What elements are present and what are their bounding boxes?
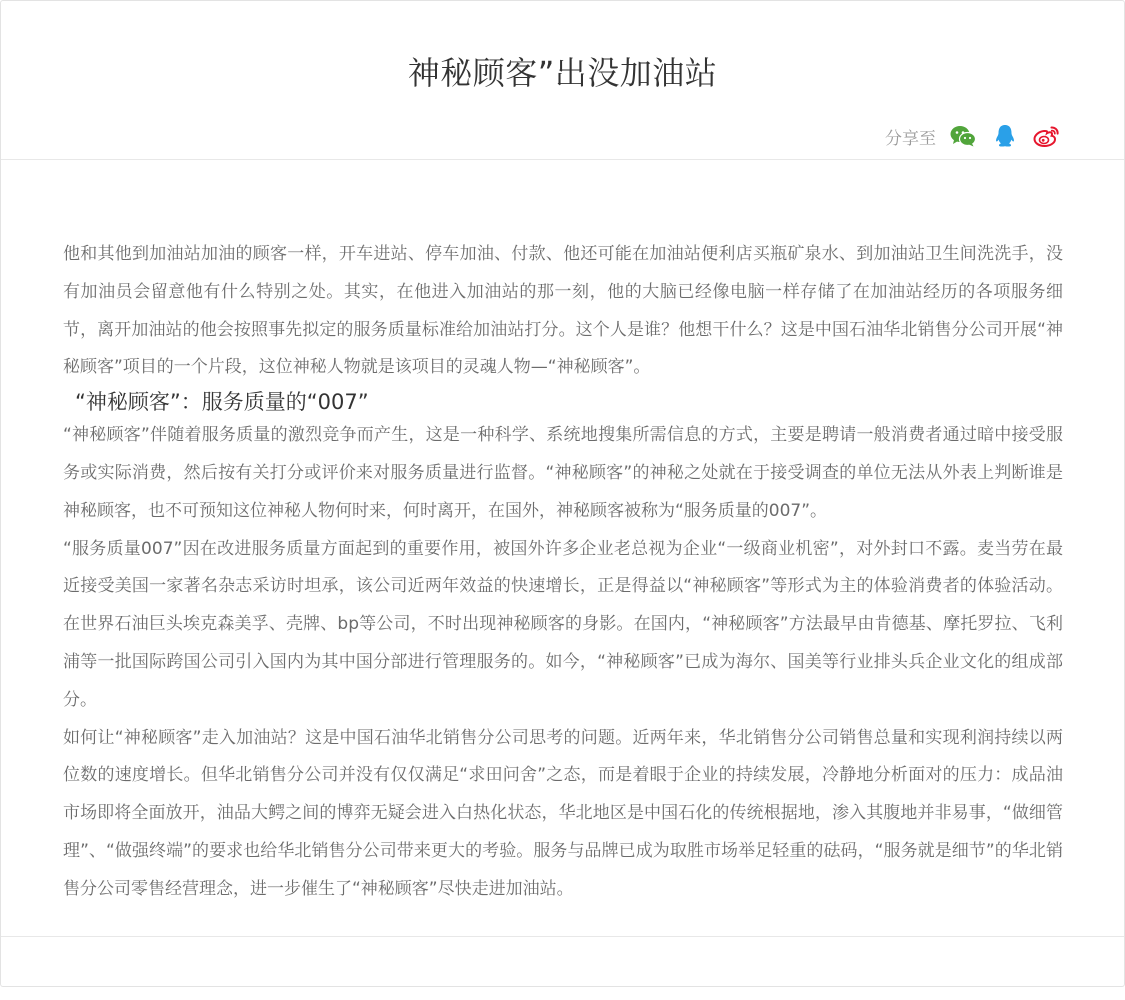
- article-title: 神秘顾客”出没加油站: [407, 54, 718, 92]
- article-paragraph: 他和其他到加油站加油的顾客一样，开车进站、停车加油、付款、他还可能在加油站便利店买瓶矿泉水、到加油站卫生间洗洗手，没有加油员会留意他有什么特别之处。其实，在他进入加油站的那一刻，他的大脑已经像电脑一样存储了在加油站经历的各项服务细节，离开加油站的他会按照事先拟定的服务质量标准给加油站打分。这个人是谁？他想干什么？这是中国石油华北销售分公司开展“神秘顾客”项目的一个片段，这位神秘人物就是该项目的灵魂人物—“神秘顾客”。: [63, 244, 1063, 378]
- share-weibo-button[interactable]: [1032, 121, 1062, 151]
- qq-icon: [995, 124, 1015, 148]
- article-footer: [1, 936, 1124, 987]
- weibo-icon: [1033, 124, 1061, 148]
- article-paragraph: 如何让“神秘顾客”走入加油站？这是中国石油华北销售分公司思考的问题。近两年来，华北销售分公司销售总量和实现利润持续以两位数的速度增长。但华北销售分公司并没有仅仅满足“求田问舍”之态，而是着眼于企业的持续发展，冷静地分析面对的压力：成品油市场即将全面放开，油品大鳄之间的博弈无疑会进入白热化状态，华北地区是中国石化的传统根据地，渗入其腹地并非易事，“做细管理”、“做强终端”的要求也给华北销售分公司带来更大的考验。服务与品牌已成为取胜市场举足轻重的砝码，“服务就是细节”的华北销售分公司零售经营理念，进一步催生了“神秘顾客”尽快走进加油站。: [63, 727, 1063, 899]
- share-bar: [885, 121, 1062, 151]
- share-qq-button[interactable]: [990, 121, 1020, 151]
- section-heading: “神秘顾客”：服务质量的“007”: [75, 390, 369, 415]
- article-paragraph: “神秘顾客”伴随着服务质量的激烈竞争而产生，这是一种科学、系统地搜集所需信息的方式，主要是聘请一般消费者通过暗中接受服务或实际消费，然后按有关打分或评价来对服务质量进行监督。“神秘顾客”的神秘之处就在于接受调查的单位无法从外表上判断谁是神秘顾客，也不可预知这位神秘人物何时来，何时离开，在国外，神秘顾客被称为“服务质量的007”。: [63, 425, 1063, 521]
- share-wechat-button[interactable]: [948, 121, 978, 151]
- article-body: [63, 236, 1063, 909]
- article-paragraph: “服务质量007”因在改进服务质量方面起到的重要作用，被国外许多企业老总视为企业“一级商业机密”，对外封口不露。麦当劳在最近接受美国一家著名杂志采访时坦承，该公司近两年效益的快速增长，正是得益以“神秘顾客”等形式为主的体验消费者的体验活动。在世界石油巨头埃克森美孚、壳牌、bp等公司，不时出现神秘顾客的身影。在国内，“神秘顾客”方法最早由肯德基、摩托罗拉、飞利浦等一批国际跨国公司引入国内为其中国分部进行管理服务的。如今，“神秘顾客”已成为海尔、国美等行业排头兵企业文化的组成部分。: [63, 538, 1063, 710]
- article-header: [1, 1, 1124, 160]
- wechat-icon: [950, 125, 976, 147]
- share-label: 分享至: [885, 128, 936, 149]
